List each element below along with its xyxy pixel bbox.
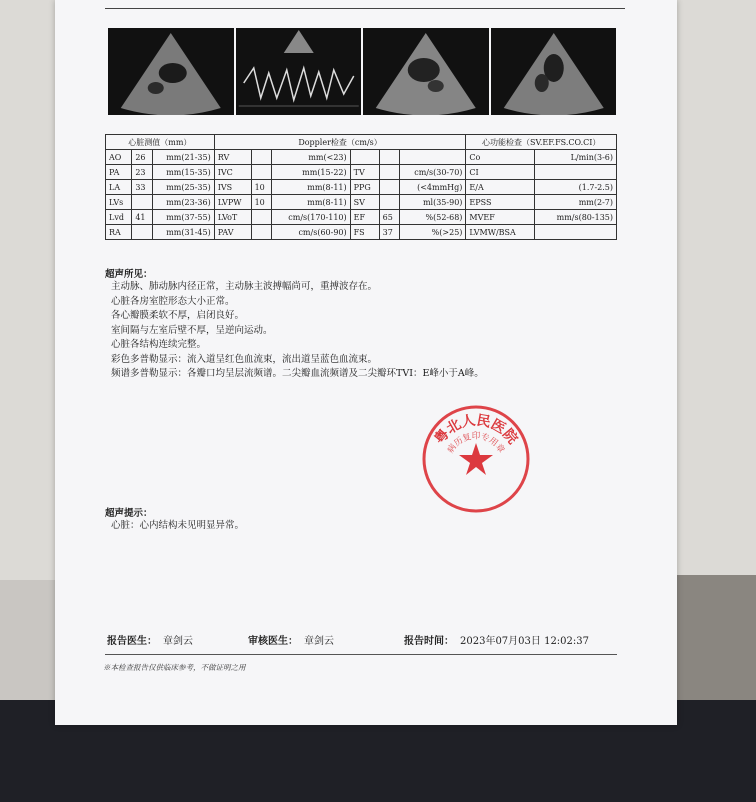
ultrasound-image-4 <box>491 28 617 115</box>
table-cell: MVEF <box>466 210 535 225</box>
report-time <box>404 632 589 647</box>
table-cell: 23 <box>132 165 153 180</box>
table-row <box>106 180 617 195</box>
table-cell: mm/s(80-135) <box>535 210 617 225</box>
findings-line: 频谱多普勒显示：各瓣口均呈层流频谱。二尖瓣血流频谱及二尖瓣环TVI：E峰小于A峰。 <box>111 368 484 379</box>
table-cell: 10 <box>251 180 272 195</box>
table-cell: Lvd <box>106 210 132 225</box>
table-cell: RA <box>106 225 132 240</box>
table-cell <box>132 195 153 210</box>
conclusion-title: 超声提示： <box>105 508 153 519</box>
report-time-value: 2023年07月03日 12:02:37 <box>460 636 589 647</box>
table-cell: PAV <box>214 225 251 240</box>
table-cell: mm(8-11) <box>272 195 350 210</box>
reporter-name: 章剑云 <box>163 636 193 647</box>
table-cell: mm(<23) <box>272 150 350 165</box>
table-cell <box>132 225 153 240</box>
table-row <box>106 150 617 165</box>
table-cell: CI <box>466 165 535 180</box>
table-cell: 26 <box>132 150 153 165</box>
table-cell: (1.7-2.5) <box>535 180 617 195</box>
table-cell: cm/s(170-110) <box>272 210 350 225</box>
table-row <box>106 165 617 180</box>
report-time-label: 报告时间： <box>404 636 454 647</box>
table-cell: mm(2-7) <box>535 195 617 210</box>
table-cell: mm(31-45) <box>152 225 214 240</box>
table-cell: 33 <box>132 180 153 195</box>
table-row <box>106 225 617 240</box>
table-cell: mm(23-36) <box>152 195 214 210</box>
hospital-seal <box>420 403 532 515</box>
header-cardiac-values: 心脏测值（mm） <box>106 135 215 150</box>
findings-line: 主动脉、肺动脉内径正常，主动脉主波搏幅尚可，重搏波存在。 <box>111 281 378 292</box>
table-cell: LVPW <box>214 195 251 210</box>
table-cell <box>535 165 617 180</box>
conclusion-line: 心脏：心内结构未见明显异常。 <box>111 520 245 531</box>
findings-line: 心脏各房室腔形态大小正常。 <box>111 295 235 307</box>
table-cell: PA <box>106 165 132 180</box>
ultrasound-image-1 <box>108 28 234 115</box>
reporter-signature <box>107 632 193 647</box>
table-cell <box>379 180 400 195</box>
header-doppler: Doppler检查（cm/s） <box>214 135 466 150</box>
table-cell <box>379 150 400 165</box>
findings-line: 各心瓣膜柔软不厚，启闭良好。 <box>111 310 245 321</box>
table-cell: IVS <box>214 180 251 195</box>
table-cell: mm(15-22) <box>272 165 350 180</box>
table-header-row <box>106 135 617 150</box>
report-paper <box>55 0 677 725</box>
table-cell: 10 <box>251 195 272 210</box>
svg-text:病历复印专用章: 病历复印专用章 <box>445 431 507 456</box>
findings-line: 室间隔与左室后壁不厚，呈逆向运动。 <box>111 324 273 336</box>
ultrasound-images <box>108 28 616 115</box>
table-cell: TV <box>350 165 379 180</box>
table-cell <box>400 150 466 165</box>
table-cell: AO <box>106 150 132 165</box>
table-cell <box>379 165 400 180</box>
table-cell: 41 <box>132 210 153 225</box>
conclusion-section <box>105 505 244 534</box>
table-cell <box>535 225 617 240</box>
table-row <box>106 210 617 225</box>
table-cell <box>251 165 272 180</box>
table-cell: ml(35-90) <box>400 195 466 210</box>
findings-line: 彩色多普勒显示：流入道呈红色血流束，流出道呈蓝色血流束。 <box>111 353 378 365</box>
table-cell: Co <box>466 150 535 165</box>
table-cell: LVoT <box>214 210 251 225</box>
table-cell: L/min(3-6) <box>535 150 617 165</box>
table-cell: PPG <box>350 180 379 195</box>
measurement-table <box>105 134 617 240</box>
table-cell <box>350 150 379 165</box>
table-cell <box>251 150 272 165</box>
table-cell: FS <box>350 225 379 240</box>
footnote: ※本检查报告仅供临床参考，不做证明之用 <box>103 663 246 672</box>
findings-line: 心脏各结构连续完整。 <box>111 339 207 350</box>
table-cell: (<4mmHg) <box>400 180 466 195</box>
table-cell: mm(8-11) <box>272 180 350 195</box>
table-cell: mm(37-55) <box>152 210 214 225</box>
reviewer-name: 章剑云 <box>304 636 334 647</box>
findings-section <box>105 266 484 382</box>
table-cell: mm(15-35) <box>152 165 214 180</box>
top-rule <box>105 8 625 9</box>
table-cell: cm/s(30-70) <box>400 165 466 180</box>
ultrasound-image-2 <box>236 28 362 115</box>
findings-title: 超声所见： <box>105 269 153 280</box>
table-cell: mm(21-35) <box>152 150 214 165</box>
table-cell: LVs <box>106 195 132 210</box>
header-function: 心功能检查（SV.EF.FS.CO.CI） <box>466 135 617 150</box>
reporter-label: 报告医生： <box>107 636 157 647</box>
table-cell: E/A <box>466 180 535 195</box>
table-cell: IVC <box>214 165 251 180</box>
ultrasound-image-3 <box>363 28 489 115</box>
reviewer-label: 审核医生： <box>248 636 298 647</box>
table-cell: LVMW/BSA <box>466 225 535 240</box>
table-cell: RV <box>214 150 251 165</box>
table-cell: mm(25-35) <box>152 180 214 195</box>
table-cell <box>379 195 400 210</box>
table-cell <box>251 225 272 240</box>
table-cell: EPSS <box>466 195 535 210</box>
table-cell: EF <box>350 210 379 225</box>
table-cell: %(52-68) <box>400 210 466 225</box>
table-cell: LA <box>106 180 132 195</box>
table-cell: cm/s(60-90) <box>272 225 350 240</box>
table-cell: %(>25) <box>400 225 466 240</box>
table-cell: 65 <box>379 210 400 225</box>
bottom-rule <box>105 654 617 655</box>
table-row <box>106 195 617 210</box>
svg-text:粤北人民医院: 粤北人民医院 <box>431 412 521 448</box>
table-cell <box>251 210 272 225</box>
table-cell: SV <box>350 195 379 210</box>
table-cell: 37 <box>379 225 400 240</box>
reviewer-signature <box>248 632 334 647</box>
